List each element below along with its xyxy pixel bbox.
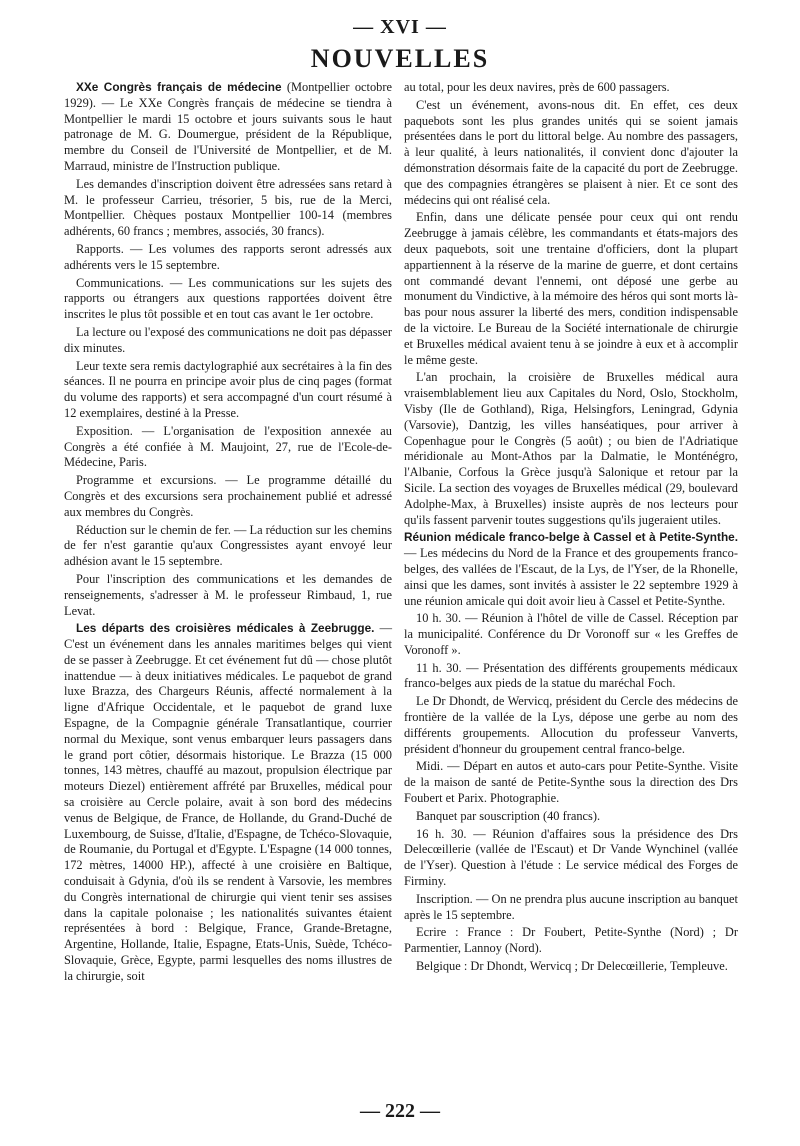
paragraph-an-prochain bbox=[404, 370, 738, 528]
paragraph-croisieres bbox=[64, 621, 392, 984]
paragraph-text: 10 h. 30. — Réunion à l'hôtel de ville de Cassel. Réception par la municipalité. Conférence du Dr Voronoff sur « les Greffes de Voronoff ». bbox=[404, 611, 738, 657]
paragraph-midi bbox=[404, 759, 738, 806]
paragraph-text: Belgique : Dr Dhondt, Wervicq ; Dr Delecœillerie, Templeuve. bbox=[416, 959, 728, 974]
paragraph-gerbe bbox=[404, 210, 738, 368]
page-number: — 222 — bbox=[360, 1100, 440, 1122]
paragraph-text: Les demandes d'inscription doivent être adressées sans retard à M. le professeur Carrieu, trésorier, 5 bis, rue de la Merci, Montpellier. Chèques postaux Montpellier 100-14 (membres adhérents, 60 francs ; membres, associés, 30 francs). bbox=[64, 176, 392, 239]
paragraph-heading: Réunion médicale franco-belge à Cassel et à Petite-Synthe. bbox=[404, 530, 738, 545]
paragraph-text: (Montpellier octobre 1929). — Le XXe Congrès français de médecine se tiendra à Montpellier le mardi 15 octobre et jours suivants sous le haut patronage de M. G. Doumergue, président de la République, membre du Conseil de l'Université de Montpellier, et de M. Marraud, ministre de l'Instruction publique. bbox=[64, 80, 392, 173]
right-column bbox=[404, 80, 738, 977]
paragraph-text: Rapports. — Les volumes des rapports seront adressés aux adhérents vers le 15 septembre. bbox=[64, 241, 392, 272]
paragraph-text: Exposition. — L'organisation de l'exposition annexée au Congrès a été confiée à M. Maujoint, 27, rue de l'Ecole-de-Médecine, Paris. bbox=[64, 423, 392, 470]
paragraph-text: Communications. — Les communications sur les sujets des rapports ou étrangers aux questions rapportées doivent être inscrites le plus tôt possible et en tout cas avant le 1er octobre. bbox=[64, 275, 392, 322]
paragraph-text: Ecrire : France : Dr Foubert, Petite-Synthe (Nord) ; Dr Parmentier, Lannoy (Nord). bbox=[404, 925, 738, 956]
paragraph-text: Enfin, dans une délicate pensée pour ceux qui ont rendu Zeebrugge à jamais célèbre, les commandants et états-majors des deux paquebots, soit une trentaine d'officiers, dont la plupart appartiennent à la réserve de la marine de guerre, et dont certains ont commandé devant l'ennemi, ont déposé une gerbe au monument du Vindictive, à la mémoire des héros qui sont morts là-bas pour nous assurer la liberté des mers, condition indispensable de la victoire. Le Bureau de la Société internationale de chirurgie et Bruxelles médical avaient tenu à se joindre à eux et à accomplir le même geste. bbox=[404, 210, 738, 367]
paragraph-text: — Les médecins du Nord de la France et des groupements franco-belges, des vallées de l'Escaut, de la Lys, de l'Yser, de la Rhonelle, ainsi que les dames, sont invités à assister le 22 septembre 1929 à une réunion amicale qui doit avoir lieu à Cassel et Petite-Synthe. bbox=[404, 546, 738, 608]
paragraph-text: au total, pour les deux navires, près de 600 passagers. bbox=[404, 80, 670, 94]
paragraph-text: Leur texte sera remis dactylographié aux secrétaires à la fin des séances. Il ne pourra en principe avoir plus de cinq pages (format du volume des rapports) et sera accompagné d'un court résumé à 12 exemplaires, destiné à la Presse. bbox=[64, 358, 392, 420]
paragraph-rapports bbox=[64, 242, 392, 274]
paragraph-text: 16 h. 30. — Réunion d'affaires sous la présidence des Drs Delecœillerie (vallée de l'Escaut) et Dr Vande Wynchinel (vallée de l'Yser). Question à l'étude : Le service médical des Forges de Firminy. bbox=[404, 826, 738, 889]
paragraph-renseignements bbox=[64, 572, 392, 619]
paragraph-text: L'an prochain, la croisière de Bruxelles médical aura vraisemblablement lieu aux Capitales du Nord, Oslo, Stockholm, Visby (Ile de Gothland), Riga, Helsingfors, Leningrad, Gdynia (Varsovie), Dantzig, les villes hanséatiques, pour arriver à Copenhague pour le Congrès (5 août) ; ou bien de l'Adriatique méridionale au Mont-Athos par la Dalmatie, le Monténégro, l'Albanie, Corfous la Grèce jusqu'à Salonique et retour par la Sicile. La section des voyages de Bruxelles médical (29, boulevard Adolphe-Max, à Bruxelles) insiste auprès de nos lecteurs pour qu'ils fassent parvenir toutes suggestions qu'ils jugeraient utiles. bbox=[404, 370, 738, 527]
paragraph-belgique bbox=[404, 959, 738, 975]
paragraph-communications bbox=[64, 276, 392, 323]
paragraph-heading: XXe Congrès français de médecine bbox=[76, 80, 282, 94]
paragraph-ecrire bbox=[404, 925, 738, 957]
running-head: — XVI — bbox=[353, 16, 447, 38]
paragraph-text: C'est un événement, avons-nous dit. En effet, ces deux paquebots sont les plus grandes unités qui se soient jamais présentées dans le port du littoral belge. Au nombre des passagers, à leur qualité, à leurs nationalités, il convient donc d'ajouter la démonstration désormais faite de la capacité du port de Zeebrugge. que des compagnies étrangères se plaisent à nier. Et ce sont des médecins qui ont réalisé cela. bbox=[404, 97, 738, 207]
paragraph-text: — C'est un événement dans les annales maritimes belges qui vient de se passer à Zeebrugge. Et cet événement fut dû — chose plutôt inattendue — à deux initiatives médicales. Le paquebot de grand luxe Brazza, des Chargeurs Réunis, affecté normalement à la ligne d'Afrique Occidentale, et le paquebot de grand luxe Espagne, de la Compagnie générale Transatlantique, courrier normal du Mexique, sont venus embarquer leurs passagers dans le grand port côtier, désormais historique. Le Brazza (15 000 tonnes, 143 mètres, chauffé au mazout, propulsion électrique par moteurs Diezel) entièrement affrété par Bruxelles, médical pour sa croisière au Cercle polaire, avait à son bord des médecins venus de Belgique, de France, de Hollande, du Grand-Duché de Luxembourg, de Suisse, d'Italie, d'Espagne, de Tchéco-Slovaquie, de Roumanie, du Portugal et d'Egypte. L'Espagne (14 000 tonnes, 172 mètres, 14000 HP.), affecté à une croisière en Baltique, conduisait à Gdynia, d'où ils se rendent à Varsovie, les membres du Congrès international de chirurgie qui vient tenir ses assises dans la capitale polonaise ; les nationalités suivantes étaient représentées à bord : Belgique, France, Grande-Bretagne, Argentine, Hollande, Italie, Espagne, Etats-Unis, Suède, Tchéco-Slovaquie, Grèce, Egypte, parmi lesquelles des noms illustres de la chirurgie, soit bbox=[64, 621, 392, 983]
paragraph-text: Réduction sur le chemin de fer. — La réduction sur les chemins de fer n'est garantie qu'aux Congressistes ayant envoyé leur adhésion avant le 15 septembre. bbox=[64, 522, 392, 569]
paragraph-text: Banquet par souscription (40 francs). bbox=[416, 808, 601, 823]
paragraph-lecture bbox=[64, 325, 392, 357]
left-column bbox=[64, 80, 392, 987]
paragraph-exposition bbox=[64, 424, 392, 471]
paragraph-text: La lecture ou l'exposé des communications ne doit pas dépasser dix minutes. bbox=[64, 324, 392, 355]
paragraph-inscription bbox=[64, 177, 392, 240]
paragraph-text: Inscription. — On ne prendra plus aucune inscription au banquet après le 15 septembre. bbox=[404, 891, 738, 922]
paragraph-dhondt bbox=[404, 694, 738, 757]
section-title: NOUVELLES bbox=[310, 44, 490, 73]
paragraph-text: Pour l'inscription des communications et les demandes de renseignements, s'adresser à M. le professeur Rimbaud, 1, rue Levat. bbox=[64, 571, 392, 618]
paragraph-text: Le Dr Dhondt, de Wervicq, président du Cercle des médecins de frontière de la vallée de la Lys, dépose une gerbe au nom des différents groupements. Allocution du professeur Vanverts, président d'honneur du groupement central franco-belge. bbox=[404, 694, 738, 756]
paragraph-11h30 bbox=[404, 661, 738, 693]
paragraph-continuation bbox=[404, 80, 738, 96]
paragraph-text: Midi. — Départ en autos et auto-cars pour Petite-Synthe. Visite de la maison de santé de Petite-Synthe sous la direction des Drs Foubert et Parix. Photographie. bbox=[404, 759, 738, 806]
paragraph-reunion bbox=[404, 530, 738, 609]
paragraph-heading: Les départs des croisières médicales à Zeebrugge. bbox=[76, 621, 375, 636]
paragraph-inscription-banquet bbox=[404, 892, 738, 924]
paragraph-programme bbox=[64, 473, 392, 520]
paragraph-reduction bbox=[64, 523, 392, 570]
paragraph-text: Programme et excursions. — Le programme détaillé du Congrès et des excursions sera prochainement publié et adressé aux membres du Congrès. bbox=[64, 473, 392, 519]
paragraph-texte bbox=[64, 359, 392, 422]
paragraph-evenement bbox=[404, 98, 738, 209]
paragraph-10h30 bbox=[404, 611, 738, 658]
paragraph-congres bbox=[64, 80, 392, 175]
paragraph-16h30 bbox=[404, 827, 738, 890]
paragraph-banquet bbox=[404, 809, 738, 825]
paragraph-text: 11 h. 30. — Présentation des différents groupements médicaux franco-belges aux pieds de la statue du maréchal Foch. bbox=[404, 660, 738, 691]
